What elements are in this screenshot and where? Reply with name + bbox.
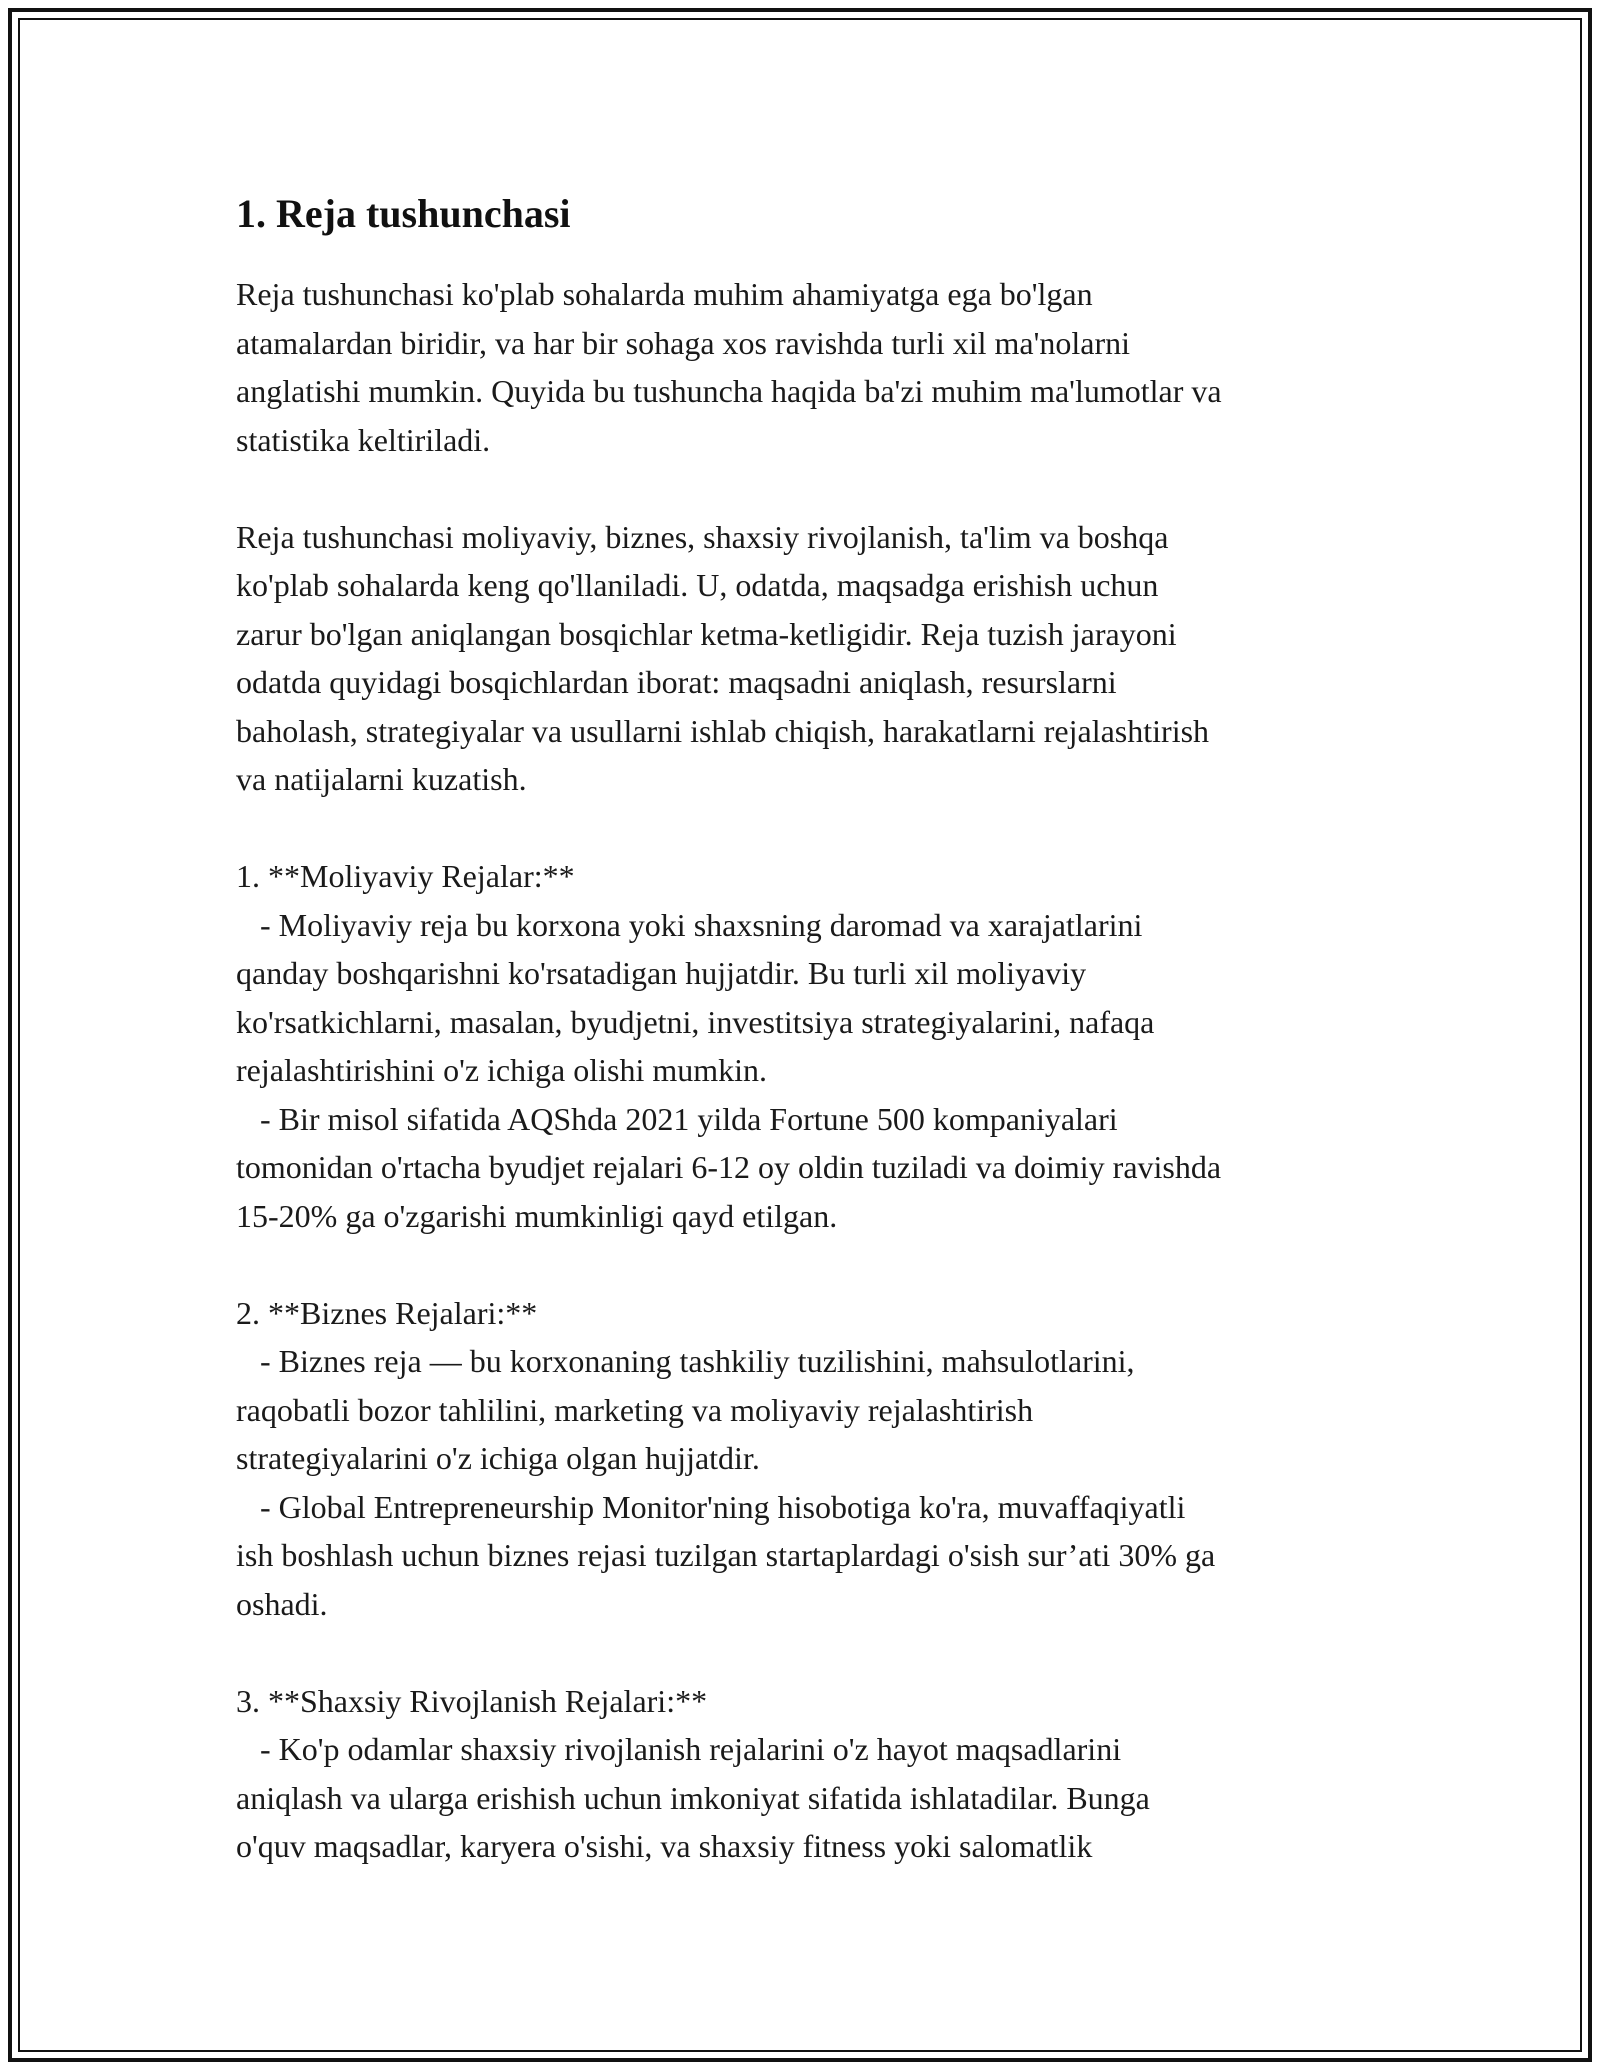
document-body [236,186,1386,1871]
list-item-business-plans: 2. **Biznes Rejalari:** - Biznes reja — bu korxonaning tashkiliy tuzilishini, mahsulotlarini, raqobatli bozor tahlilini, marketing va moliyaviy rejalashtirish strategiyalarini o'z ichiga olgan hujjatdir. - Global Entrepreneurship Monitor'ning hisobotiga ko'ra, muvaffaqiyatli ish boshlash uchun biznes rejasi tuzilgan startaplardagi o'sish sur’ati 30% ga oshadi. [236,1294,1216,1622]
overview-paragraph: Reja tushunchasi moliyaviy, biznes, shaxsiy rivojlanish, ta'lim va boshqa ko'plab sohalarda keng qo'llaniladi. U, odatda, maqsadga erishish uchun zarur bo'lgan aniqlangan bosqichlar ketma-ketligidir. Reja tuzish jarayoni odatda quyidagi bosqichlardan iborat: maqsadni aniqlash, resurslarni baholash, strategiyalar va usullarni ishlab chiqish, harakatlarni rejalashtirish va natijalarni kuzatish. [236,518,1210,797]
paragraph-spacer [236,464,1386,513]
paragraph-spacer [236,1628,1386,1677]
paragraph-spacer [236,804,1386,853]
list-item-personal-development-plans: 3. **Shaxsiy Rivojlanish Rejalari:** - Ko'p odamlar shaxsiy rivojlanish rejalarini o'z hayot maqsadlarini aniqlash va ularga erishish uchun imkoniyat sifatida ishlatadilar. Bunga o'quv maqsadlar, karyera o'sishi, va shaxsiy fitness yoki salomatlik [236,1682,1150,1864]
list-item-financial-plans: 1. **Moliyaviy Rejalar:** - Moliyaviy reja bu korxona yoki shaxsning daromad va xarajatlarini qanday boshqarishni ko'rsatadigan hujjatdir. Bu turli xil moliyaviy ko'rsatkichlarni, masalan, byudjetni, investitsiya strategiyalarini, nafaqa rejalashtirishini o'z ichiga olishi mumkin. - Bir misol sifatida AQShda 2021 yilda Fortune 500 kompaniyalari tomonidan o'rtacha byudjet rejalari 6-12 oy oldin tuziladi va doimiy ravishda 15-20% ga o'zgarishi mumkinligi qayd etilgan. [236,858,1222,1234]
paragraph-spacer [236,1240,1386,1289]
intro-paragraph: Reja tushunchasi ko'plab sohalarda muhim ahamiyatga ega bo'lgan atamalardan biridir, va har bir sohaga xos ravishda turli xil ma'nolarni anglatishi mumkin. Quyida bu tushuncha haqida ba'zi muhim ma'lumotlar va statistika keltiriladi. [236,276,1222,458]
section-title: 1. Reja tushunchasi [236,191,571,236]
